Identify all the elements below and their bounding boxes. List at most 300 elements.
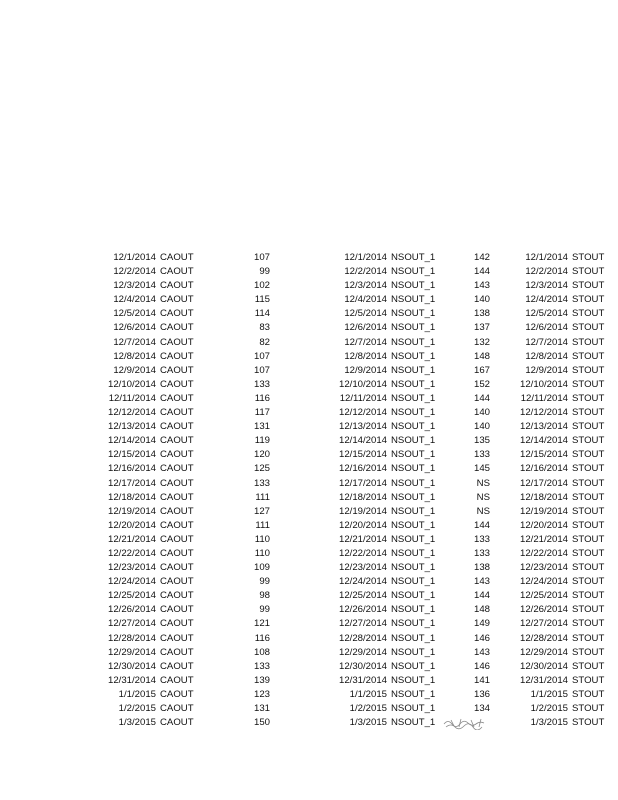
ns-date-cell: 1/3/2015 — [349, 717, 387, 729]
ns-value-cell: 143 — [473, 646, 490, 658]
ca-date-cell: 12/29/2014 — [107, 646, 156, 658]
st-code-cell: STOUT — [572, 364, 605, 376]
ns-code-cell: NSOUT_1 — [391, 322, 436, 334]
st-date-cell: 12/26/2014 — [519, 604, 568, 616]
ca-date-cell: 12/6/2014 — [113, 322, 156, 334]
ca-date-cell: 12/9/2014 — [113, 364, 156, 376]
table-row — [0, 702, 618, 716]
ns-code-cell: NSOUT_1 — [391, 562, 436, 574]
ns-value-cell: NS — [476, 505, 490, 517]
st-code-cell: STOUT — [572, 618, 605, 630]
ca-code-cell: CAOUT — [160, 435, 194, 447]
st-date-cell: 12/23/2014 — [519, 562, 568, 574]
ca-code-cell: CAOUT — [160, 252, 194, 263]
ca-date-cell: 12/25/2014 — [107, 590, 156, 602]
ns-code-cell: NSOUT_1 — [391, 604, 436, 616]
st-code-cell: STOUT — [572, 392, 605, 404]
ns-value-cell: 140 — [473, 421, 490, 433]
st-code-cell: STOUT — [572, 562, 605, 574]
ns-value-cell: 134 — [473, 703, 490, 714]
ns-code-cell: NSOUT_1 — [391, 421, 436, 433]
ca-date-cell: 12/8/2014 — [113, 350, 156, 362]
table-row — [0, 364, 618, 378]
ns-date-cell: 12/20/2014 — [338, 519, 387, 531]
ca-date-cell: 12/10/2014 — [107, 378, 156, 390]
table-row — [0, 646, 618, 660]
table-row — [0, 392, 618, 406]
ns-code-cell: NSOUT_1 — [391, 252, 436, 263]
ca-value-cell: 119 — [254, 435, 270, 447]
ns-code-cell: NSOUT_1 — [391, 646, 436, 658]
ca-date-cell: 12/18/2014 — [107, 491, 156, 503]
ns-code-cell: NSOUT_1 — [391, 491, 436, 503]
table-row — [0, 533, 618, 547]
ca-code-cell: CAOUT — [160, 674, 194, 686]
ca-code-cell: CAOUT — [160, 688, 194, 700]
table-row — [0, 321, 618, 335]
st-code-cell: STOUT — [572, 421, 605, 433]
st-date-cell: 12/2/2014 — [525, 266, 568, 278]
ca-date-cell: 12/30/2014 — [107, 660, 156, 672]
ca-date-cell: 12/22/2014 — [107, 547, 156, 559]
ca-value-cell: 133 — [253, 378, 270, 390]
st-code-cell: STOUT — [572, 280, 605, 292]
ns-date-cell: 12/2/2014 — [344, 266, 387, 278]
ns-code-cell: NSOUT_1 — [391, 477, 436, 489]
st-date-cell: 12/20/2014 — [519, 519, 568, 531]
ns-date-cell: 12/14/2014 — [338, 435, 387, 447]
ns-value-cell: 135 — [473, 435, 490, 447]
ns-date-cell: 12/1/2014 — [344, 252, 387, 263]
table-row — [0, 477, 618, 491]
ca-date-cell: 12/27/2014 — [107, 618, 156, 630]
st-code-cell: STOUT — [572, 604, 605, 616]
ca-value-cell: 121 — [253, 618, 270, 630]
ca-date-cell: 12/13/2014 — [107, 421, 156, 433]
ns-code-cell: NSOUT_1 — [391, 576, 436, 588]
table-row — [0, 307, 618, 321]
table-row — [0, 293, 618, 307]
ca-value-cell: 82 — [259, 336, 270, 348]
ns-date-cell: 12/27/2014 — [338, 618, 387, 630]
ca-code-cell: CAOUT — [160, 280, 194, 292]
st-date-cell: 12/5/2014 — [525, 308, 568, 320]
table-row — [0, 350, 618, 364]
ca-value-cell: 117 — [254, 407, 270, 419]
table-row — [0, 406, 618, 420]
table-row — [0, 603, 618, 617]
ns-code-cell: NSOUT_1 — [391, 350, 436, 362]
st-code-cell: STOUT — [572, 674, 605, 686]
ns-code-cell: NSOUT_1 — [391, 632, 436, 644]
ca-value-cell: 108 — [253, 646, 270, 658]
ns-code-cell: NSOUT_1 — [391, 717, 436, 729]
ns-date-cell: 1/1/2015 — [349, 688, 387, 700]
ca-date-cell: 1/1/2015 — [118, 688, 156, 700]
ca-value-cell: 131 — [253, 421, 270, 433]
table-row — [0, 491, 618, 505]
table-row — [0, 265, 618, 279]
st-date-cell: 12/3/2014 — [525, 280, 568, 292]
st-code-cell: STOUT — [572, 660, 605, 672]
ns-value-cell: 144 — [473, 590, 490, 602]
ns-code-cell: NSOUT_1 — [391, 435, 436, 447]
ca-code-cell: CAOUT — [160, 378, 194, 390]
ns-date-cell: 12/19/2014 — [338, 505, 387, 517]
ca-value-cell: 139 — [253, 674, 270, 686]
ca-value-cell: 127 — [253, 505, 270, 517]
ca-value-cell: 102 — [253, 280, 270, 292]
ns-value-cell: 146 — [473, 632, 490, 644]
ca-date-cell: 12/12/2014 — [107, 407, 156, 419]
st-date-cell: 12/28/2014 — [519, 632, 568, 644]
table-row — [0, 674, 618, 688]
ns-code-cell: NSOUT_1 — [391, 280, 436, 292]
ca-value-cell: 131 — [253, 703, 270, 714]
st-date-cell: 12/22/2014 — [519, 547, 568, 559]
st-date-cell: 12/9/2014 — [525, 364, 568, 376]
ca-date-cell: 12/17/2014 — [107, 477, 156, 489]
st-date-cell: 12/15/2014 — [519, 449, 568, 461]
st-code-cell: STOUT — [572, 590, 605, 602]
data-sheet — [0, 251, 618, 730]
st-date-cell: 12/16/2014 — [519, 463, 568, 475]
st-date-cell: 12/24/2014 — [519, 576, 568, 588]
ns-date-cell: 12/10/2014 — [338, 378, 387, 390]
st-date-cell: 12/8/2014 — [525, 350, 568, 362]
ns-code-cell: NSOUT_1 — [391, 378, 436, 390]
st-code-cell: STOUT — [572, 519, 605, 531]
ca-date-cell: 12/23/2014 — [107, 562, 156, 574]
table-row — [0, 434, 618, 448]
scan-smudge — [441, 716, 493, 730]
ns-code-cell: NSOUT_1 — [391, 703, 436, 714]
ca-code-cell: CAOUT — [160, 449, 194, 461]
st-code-cell: STOUT — [572, 378, 605, 390]
ca-date-cell: 12/19/2014 — [107, 505, 156, 517]
st-code-cell: STOUT — [572, 435, 605, 447]
table-row — [0, 279, 618, 293]
ns-date-cell: 12/5/2014 — [344, 308, 387, 320]
st-date-cell: 12/18/2014 — [519, 491, 568, 503]
st-code-cell: STOUT — [572, 547, 605, 559]
table-row — [0, 505, 618, 519]
ca-date-cell: 1/2/2015 — [118, 703, 156, 714]
table-row — [0, 336, 618, 350]
st-code-cell: STOUT — [572, 703, 605, 714]
ns-value-cell: 149 — [473, 618, 490, 630]
ca-code-cell: CAOUT — [160, 392, 194, 404]
ca-value-cell: 150 — [253, 717, 270, 729]
ca-value-cell: 133 — [253, 477, 270, 489]
st-date-cell: 12/27/2014 — [519, 618, 568, 630]
ca-code-cell: CAOUT — [160, 533, 194, 545]
ca-date-cell: 12/28/2014 — [107, 632, 156, 644]
ns-code-cell: NSOUT_1 — [391, 463, 436, 475]
ca-date-cell: 12/20/2014 — [107, 519, 156, 531]
ca-code-cell: CAOUT — [160, 491, 194, 503]
ca-code-cell: CAOUT — [160, 294, 194, 306]
ns-value-cell: 133 — [473, 449, 490, 461]
ns-value-cell: 144 — [473, 519, 490, 531]
ns-code-cell: NSOUT_1 — [391, 590, 436, 602]
ca-value-cell: 99 — [259, 576, 270, 588]
ca-code-cell: CAOUT — [160, 336, 194, 348]
table-row — [0, 632, 618, 646]
ns-value-cell: 143 — [473, 280, 490, 292]
ca-date-cell: 12/21/2014 — [107, 533, 156, 545]
ns-date-cell: 12/3/2014 — [344, 280, 387, 292]
ca-value-cell: 83 — [259, 322, 270, 334]
st-code-cell: STOUT — [572, 407, 605, 419]
ns-value-cell: 133 — [473, 533, 490, 545]
ns-date-cell: 12/6/2014 — [344, 322, 387, 334]
ns-date-cell: 12/22/2014 — [338, 547, 387, 559]
st-date-cell: 12/1/2014 — [525, 252, 568, 263]
ns-date-cell: 1/2/2015 — [349, 703, 387, 714]
ca-value-cell: 107 — [253, 350, 270, 362]
st-code-cell: STOUT — [572, 505, 605, 517]
st-code-cell: STOUT — [572, 463, 605, 475]
ns-value-cell: 144 — [473, 392, 490, 404]
table-row — [0, 688, 618, 702]
st-date-cell: 12/31/2014 — [519, 674, 568, 686]
ca-code-cell: CAOUT — [160, 646, 194, 658]
ca-code-cell: CAOUT — [160, 604, 194, 616]
ca-date-cell: 12/2/2014 — [113, 266, 156, 278]
st-date-cell: 12/19/2014 — [519, 505, 568, 517]
ca-value-cell: 98 — [259, 590, 270, 602]
ca-value-cell: 123 — [253, 688, 270, 700]
st-code-cell: STOUT — [572, 576, 605, 588]
table-row — [0, 561, 618, 575]
ns-date-cell: 12/23/2014 — [338, 562, 387, 574]
ca-code-cell: CAOUT — [160, 703, 194, 714]
ns-date-cell: 12/11/2014 — [339, 392, 387, 404]
ns-value-cell: 145 — [473, 463, 490, 475]
ns-date-cell: 12/29/2014 — [338, 646, 387, 658]
ns-code-cell: NSOUT_1 — [391, 674, 436, 686]
ns-value-cell: 143 — [473, 576, 490, 588]
ca-value-cell: 115 — [254, 294, 270, 306]
st-code-cell: STOUT — [572, 632, 605, 644]
ns-date-cell: 12/4/2014 — [344, 294, 387, 306]
ca-value-cell: 111 — [255, 491, 270, 503]
ns-date-cell: 12/9/2014 — [344, 364, 387, 376]
st-code-cell: STOUT — [572, 308, 605, 320]
ca-value-cell: 110 — [254, 533, 270, 545]
ns-value-cell: 138 — [473, 562, 490, 574]
ca-date-cell: 12/15/2014 — [107, 449, 156, 461]
ns-code-cell: NSOUT_1 — [391, 266, 436, 278]
ns-date-cell: 12/13/2014 — [338, 421, 387, 433]
st-date-cell: 12/10/2014 — [519, 378, 568, 390]
st-date-cell: 1/2/2015 — [530, 703, 568, 714]
ca-value-cell: 99 — [259, 604, 270, 616]
table-row — [0, 547, 618, 561]
ca-code-cell: CAOUT — [160, 519, 194, 531]
ca-value-cell: 125 — [253, 463, 270, 475]
ca-value-cell: 107 — [253, 364, 270, 376]
ns-date-cell: 12/12/2014 — [338, 407, 387, 419]
st-code-cell: STOUT — [572, 449, 605, 461]
ca-code-cell: CAOUT — [160, 421, 194, 433]
ns-code-cell: NSOUT_1 — [391, 660, 436, 672]
ca-code-cell: CAOUT — [160, 632, 194, 644]
ns-code-cell: NSOUT_1 — [391, 505, 436, 517]
table-row — [0, 420, 618, 434]
ca-code-cell: CAOUT — [160, 660, 194, 672]
ca-code-cell: CAOUT — [160, 308, 194, 320]
table-row — [0, 378, 618, 392]
ca-code-cell: CAOUT — [160, 717, 194, 729]
ns-code-cell: NSOUT_1 — [391, 533, 436, 545]
ca-date-cell: 12/7/2014 — [113, 336, 156, 348]
ca-code-cell: CAOUT — [160, 407, 194, 419]
ca-value-cell: 110 — [254, 547, 270, 559]
ca-date-cell: 12/26/2014 — [107, 604, 156, 616]
ns-value-cell: 142 — [473, 252, 490, 263]
ns-code-cell: NSOUT_1 — [391, 618, 436, 630]
ns-date-cell: 12/17/2014 — [338, 477, 387, 489]
ca-date-cell: 12/14/2014 — [107, 435, 156, 447]
ns-value-cell: NS — [476, 477, 490, 489]
ns-date-cell: 12/26/2014 — [338, 604, 387, 616]
st-date-cell: 12/14/2014 — [519, 435, 568, 447]
ns-value-cell: 146 — [473, 660, 490, 672]
st-code-cell: STOUT — [572, 266, 605, 278]
ca-code-cell: CAOUT — [160, 618, 194, 630]
ns-value-cell: 140 — [473, 294, 490, 306]
ca-code-cell: CAOUT — [160, 364, 194, 376]
ns-value-cell: 140 — [473, 407, 490, 419]
ns-date-cell: 12/21/2014 — [338, 533, 387, 545]
ns-code-cell: NSOUT_1 — [391, 519, 436, 531]
ca-value-cell: 116 — [254, 632, 270, 644]
st-date-cell: 12/12/2014 — [519, 407, 568, 419]
ca-value-cell: 133 — [253, 660, 270, 672]
st-date-cell: 1/3/2015 — [530, 717, 568, 729]
ns-date-cell: 12/25/2014 — [338, 590, 387, 602]
ns-date-cell: 12/24/2014 — [338, 576, 387, 588]
st-date-cell: 12/25/2014 — [519, 590, 568, 602]
ns-date-cell: 12/8/2014 — [344, 350, 387, 362]
ca-code-cell: CAOUT — [160, 477, 194, 489]
ca-code-cell: CAOUT — [160, 590, 194, 602]
ca-code-cell: CAOUT — [160, 505, 194, 517]
ns-code-cell: NSOUT_1 — [391, 407, 436, 419]
st-code-cell: STOUT — [572, 533, 605, 545]
st-date-cell: 12/30/2014 — [519, 660, 568, 672]
st-code-cell: STOUT — [572, 477, 605, 489]
ca-date-cell: 12/5/2014 — [113, 308, 156, 320]
ns-date-cell: 12/31/2014 — [338, 674, 387, 686]
st-code-cell: STOUT — [572, 717, 605, 729]
st-date-cell: 12/6/2014 — [525, 322, 568, 334]
ca-date-cell: 12/3/2014 — [113, 280, 156, 292]
ca-date-cell: 12/4/2014 — [113, 294, 156, 306]
st-code-cell: STOUT — [572, 491, 605, 503]
st-date-cell: 12/11/2014 — [520, 392, 568, 404]
ns-value-cell: 132 — [473, 336, 490, 348]
table-row — [0, 251, 618, 265]
ns-date-cell: 12/18/2014 — [338, 491, 387, 503]
table-row — [0, 660, 618, 674]
st-code-cell: STOUT — [572, 688, 605, 700]
ca-date-cell: 12/24/2014 — [107, 576, 156, 588]
st-code-cell: STOUT — [572, 646, 605, 658]
ca-value-cell: 114 — [254, 308, 270, 320]
table-row — [0, 448, 618, 462]
ns-value-cell: NS — [476, 491, 490, 503]
ca-code-cell: CAOUT — [160, 350, 194, 362]
st-code-cell: STOUT — [572, 252, 605, 263]
ns-date-cell: 12/16/2014 — [338, 463, 387, 475]
ca-code-cell: CAOUT — [160, 322, 194, 334]
ca-value-cell: 99 — [259, 266, 270, 278]
ns-code-cell: NSOUT_1 — [391, 449, 436, 461]
table-row — [0, 716, 618, 730]
ca-value-cell: 109 — [253, 562, 270, 574]
table-row — [0, 617, 618, 631]
ca-code-cell: CAOUT — [160, 562, 194, 574]
ns-date-cell: 12/15/2014 — [338, 449, 387, 461]
st-date-cell: 12/7/2014 — [525, 336, 568, 348]
ns-date-cell: 12/30/2014 — [338, 660, 387, 672]
ca-value-cell: 116 — [254, 392, 270, 404]
ns-date-cell: 12/7/2014 — [344, 336, 387, 348]
ns-value-cell: 167 — [473, 364, 490, 376]
ca-date-cell: 1/3/2015 — [118, 717, 156, 729]
ns-code-cell: NSOUT_1 — [391, 294, 436, 306]
ns-value-cell: 152 — [473, 378, 490, 390]
st-date-cell: 12/4/2014 — [525, 294, 568, 306]
ns-code-cell: NSOUT_1 — [391, 308, 436, 320]
ca-value-cell: 107 — [253, 252, 270, 263]
ns-code-cell: NSOUT_1 — [391, 392, 436, 404]
ca-code-cell: CAOUT — [160, 576, 194, 588]
st-code-cell: STOUT — [572, 322, 605, 334]
ca-date-cell: 12/16/2014 — [107, 463, 156, 475]
st-date-cell: 1/1/2015 — [530, 688, 568, 700]
ca-value-cell: 120 — [253, 449, 270, 461]
st-code-cell: STOUT — [572, 294, 605, 306]
table-row — [0, 589, 618, 603]
ca-date-cell: 12/1/2014 — [113, 252, 156, 263]
ns-value-cell: 136 — [473, 688, 490, 700]
ns-value-cell: 148 — [473, 604, 490, 616]
st-date-cell: 12/29/2014 — [519, 646, 568, 658]
st-date-cell: 12/13/2014 — [519, 421, 568, 433]
ns-value-cell: 141 — [473, 674, 490, 686]
ca-value-cell: 111 — [255, 519, 270, 531]
ns-code-cell: NSOUT_1 — [391, 688, 436, 700]
ca-date-cell: 12/11/2014 — [108, 392, 156, 404]
ns-value-cell: 137 — [473, 322, 490, 334]
table-row — [0, 462, 618, 476]
ca-code-cell: CAOUT — [160, 463, 194, 475]
ns-value-cell: 133 — [473, 547, 490, 559]
ns-date-cell: 12/28/2014 — [338, 632, 387, 644]
table-row — [0, 575, 618, 589]
table-row — [0, 519, 618, 533]
ns-value-cell: 148 — [473, 350, 490, 362]
ns-code-cell: NSOUT_1 — [391, 547, 436, 559]
ns-value-cell: 144 — [473, 266, 490, 278]
st-code-cell: STOUT — [572, 336, 605, 348]
st-date-cell: 12/21/2014 — [519, 533, 568, 545]
ns-value-cell: 138 — [473, 308, 490, 320]
